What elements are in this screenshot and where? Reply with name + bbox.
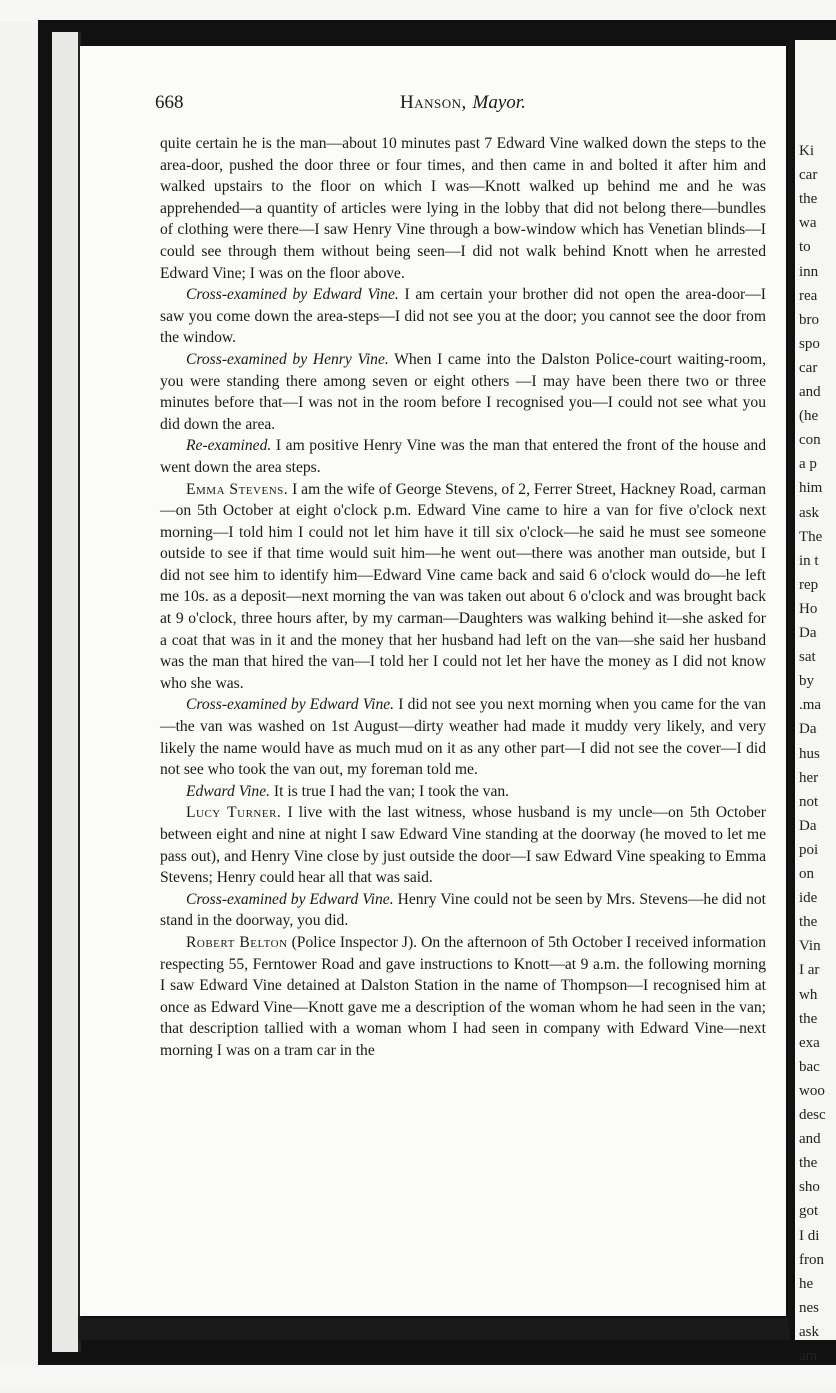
adjacent-page-fragment: on — [799, 866, 814, 882]
paragraph-text: When I came into the Dalston Police-court waiting-room, you were standing there among seven or eight others —I may have been there two or three minutes before that—I was not in the room before I recognised you—I could not see what you did down the area. — [160, 350, 766, 433]
adjacent-page-fragment: not — [799, 793, 819, 810]
adjacent-page-fragment: in t — [799, 552, 819, 569]
running-head-title: Mayor. — [472, 92, 526, 113]
adjacent-page-fragment: he — [799, 1275, 814, 1292]
adjacent-page-fragment: (he — [799, 408, 819, 425]
testimony-paragraph — [160, 284, 766, 349]
adjacent-page-fragment: Da — [799, 625, 817, 641]
speaker-lead: Re-examined. — [186, 437, 272, 455]
testimony-paragraph — [160, 133, 766, 284]
testimony-paragraph — [160, 781, 766, 803]
adjacent-page-fragment: Ho — [799, 600, 818, 617]
scan-top-margin — [0, 0, 836, 22]
adjacent-page-fragment: woo — [799, 1082, 825, 1099]
adjacent-page-fragment: a p — [799, 456, 817, 473]
adjacent-page-fragment: exa — [799, 1034, 820, 1051]
adjacent-page-fragment: and — [799, 1131, 821, 1148]
paragraph-text: quite certain he is the man—about 10 minutes past 7 Edward Vine walked down the steps to the area-door, pushed the door three or four times, and then came in and bolted it after him and walked upstairs to the floor on which I was—Knott walked up behind me and he was apprehended—a quantity of articles were lying in the lobby that did not belong there—bundles of clothing were there—I saw Henry Vine through a bow-window which has Venetian blinds—I could see through them without being seen—I did not walk behind Knott when he arrested Edward Vine; I was on the floor above. — [160, 135, 766, 282]
page-divider — [788, 40, 792, 1330]
testimony-paragraph — [160, 349, 766, 435]
testimony-paragraph — [160, 889, 766, 932]
adjacent-page-fragment: The — [799, 528, 823, 545]
adjacent-page-fragment: the — [799, 914, 818, 931]
adjacent-page-fragment: Ki — [799, 143, 814, 159]
adjacent-page-fragment: ask — [799, 504, 819, 521]
adjacent-page-fragment: fron — [799, 1251, 824, 1268]
adjacent-page-edge — [795, 40, 836, 1364]
speaker-lead: Robert Belton — [186, 933, 288, 951]
adjacent-page-fragment: the — [799, 1010, 818, 1027]
adjacent-page-fragment: sat — [799, 649, 816, 666]
adjacent-page-fragment: inn — [799, 263, 819, 280]
adjacent-page-fragment: Da — [799, 817, 817, 834]
speaker-lead: Edward Vine. — [186, 782, 271, 800]
testimony-paragraph — [160, 932, 766, 1062]
adjacent-page-fragment: car — [799, 359, 818, 376]
paragraph-text: I am positive Henry Vine was the man that entered the front of the house and went down the area steps. — [160, 437, 766, 476]
paragraph-text: Henry Vine could not be seen by Mrs. Stevens—he did not stand in the doorway, you did. — [160, 890, 767, 930]
adjacent-page-fragment: poi — [799, 841, 819, 858]
testimony-paragraph — [160, 694, 766, 780]
speaker-lead: Cross-examined by Edward Vine. — [186, 286, 399, 304]
body-text — [160, 133, 766, 1062]
speaker-lead: Emma Stevens. — [186, 480, 289, 498]
testimony-paragraph — [160, 435, 766, 478]
adjacent-page-fragment: spo — [799, 335, 820, 352]
adjacent-page-fragment: desc — [799, 1107, 826, 1123]
testimony-paragraph — [160, 802, 766, 888]
adjacent-page-fragment: car — [799, 167, 818, 184]
paragraph-text: I am certain your brother did not open the area-door—I saw you come down the area-steps—I did not see you at the door; you cannot see the door from the window. — [160, 286, 766, 347]
adjacent-page-fragment: Da — [799, 721, 817, 738]
adjacent-page-fragment: am — [799, 1348, 818, 1364]
paragraph-text: I am the wife of George Stevens, of 2, Ferrer Street, Hackney Road, carman—on 5th October at eight o'clock p.m. Edward Vine came to hire a van for five o'clock next morning—I told him I could not let him have it till six o'clock—he said he must see someone outside to see if that time would suit him—he went out—there was another man outside, but I did not see him to identify him—Edward Vine came back and said 6 o'clock would do—he left me 10s. as a deposit—next morning the van was taken out about 6 o'clock and was brought back at 9 o'clock, three hours after, by my carman—Daughters was walking behind it—she asked for a coat that was in it and the money that her husband had left on the van—she said her husband was the man that hired the van—I told her I could not let her have the money as I did not know who she was. — [160, 480, 766, 692]
adjacent-page-fragment: con — [799, 432, 821, 449]
adjacent-page-fragment: to — [799, 239, 811, 256]
adjacent-page-fragment: bac — [799, 1058, 820, 1075]
adjacent-page-fragment: sho — [799, 1179, 820, 1196]
speaker-lead: Cross-examined by Henry Vine. — [186, 350, 389, 368]
adjacent-page-fragment: got — [799, 1203, 819, 1220]
adjacent-page-fragment: by — [799, 673, 814, 690]
adjacent-page-fragment: ask — [799, 1323, 819, 1340]
paragraph-text: I live with the last witness, whose husband is my uncle—on 5th October between eight and nine at night I saw Edward Vine standing at the doorway (he moved to let me pass out), and Henry Vine close by just outside the door—I saw Edward Vine speaking to Emma Stevens; Henry could hear all that was said. — [160, 804, 766, 887]
scan-bottom-margin — [0, 1365, 836, 1388]
speaker-lead: Cross-examined by Edward Vine. — [186, 890, 394, 908]
page-header — [155, 92, 775, 118]
running-head — [400, 92, 526, 114]
adjacent-page-fragment: him — [799, 480, 823, 497]
adjacent-page-fragment: wa — [799, 215, 817, 232]
paragraph-text: I did not see you next morning when you came for the van—the van was washed on 1st August—dirty weather had made it muddy very likely, and very likely the name would have as much mud on it as any other part—I did not see the cover—I did not see who took the van out, my foreman told me. — [160, 696, 766, 779]
adjacent-page-fragment: .ma — [799, 697, 822, 714]
adjacent-page-fragment: wh — [799, 986, 818, 1003]
adjacent-page-fragment: and — [799, 384, 821, 400]
adjacent-page-fragment: ide — [799, 890, 818, 907]
paragraph-text: (Police Inspector J). On the afternoon of 5th October I received information respecting 55, Ferntower Road and gave instructions to Knott—at 9 a.m. the following morning I saw Edward Vine detained at Dalston Station in the name of Thompson—I recognised him at once as Edward Vine—Knott gave me a description of the woman whom he had seen in the van; that description tallied with a woman whom I had seen in company with Edward Vine—next morning I was on a tram car in the — [160, 933, 766, 1059]
paragraph-text: It is true I had the van; I took the van. — [270, 782, 510, 800]
adjacent-page-fragment: the — [799, 191, 818, 208]
speaker-lead: Cross-examined by Edward Vine. — [186, 696, 395, 714]
adjacent-page-fragment: rea — [799, 287, 818, 304]
adjacent-page-fragment: rep — [799, 576, 819, 593]
page-bottom-shadow — [78, 1318, 790, 1340]
testimony-paragraph — [160, 479, 766, 695]
adjacent-page-fragment: hus — [799, 745, 820, 762]
page-number: 668 — [155, 92, 184, 113]
adjacent-page-fragment: bro — [799, 311, 819, 328]
adjacent-page-fragment: nes — [799, 1299, 819, 1316]
speaker-lead: Lucy Turner. — [186, 804, 282, 822]
adjacent-page-fragment: her — [799, 769, 819, 786]
adjacent-page-fragment: Vin — [799, 938, 821, 955]
running-head-name: Hanson, — [400, 92, 467, 113]
adjacent-page-fragment: I di — [799, 1227, 820, 1244]
adjacent-page-fragment: I ar — [799, 962, 820, 979]
book-gutter — [52, 32, 81, 1352]
adjacent-page-fragment: the — [799, 1155, 818, 1172]
